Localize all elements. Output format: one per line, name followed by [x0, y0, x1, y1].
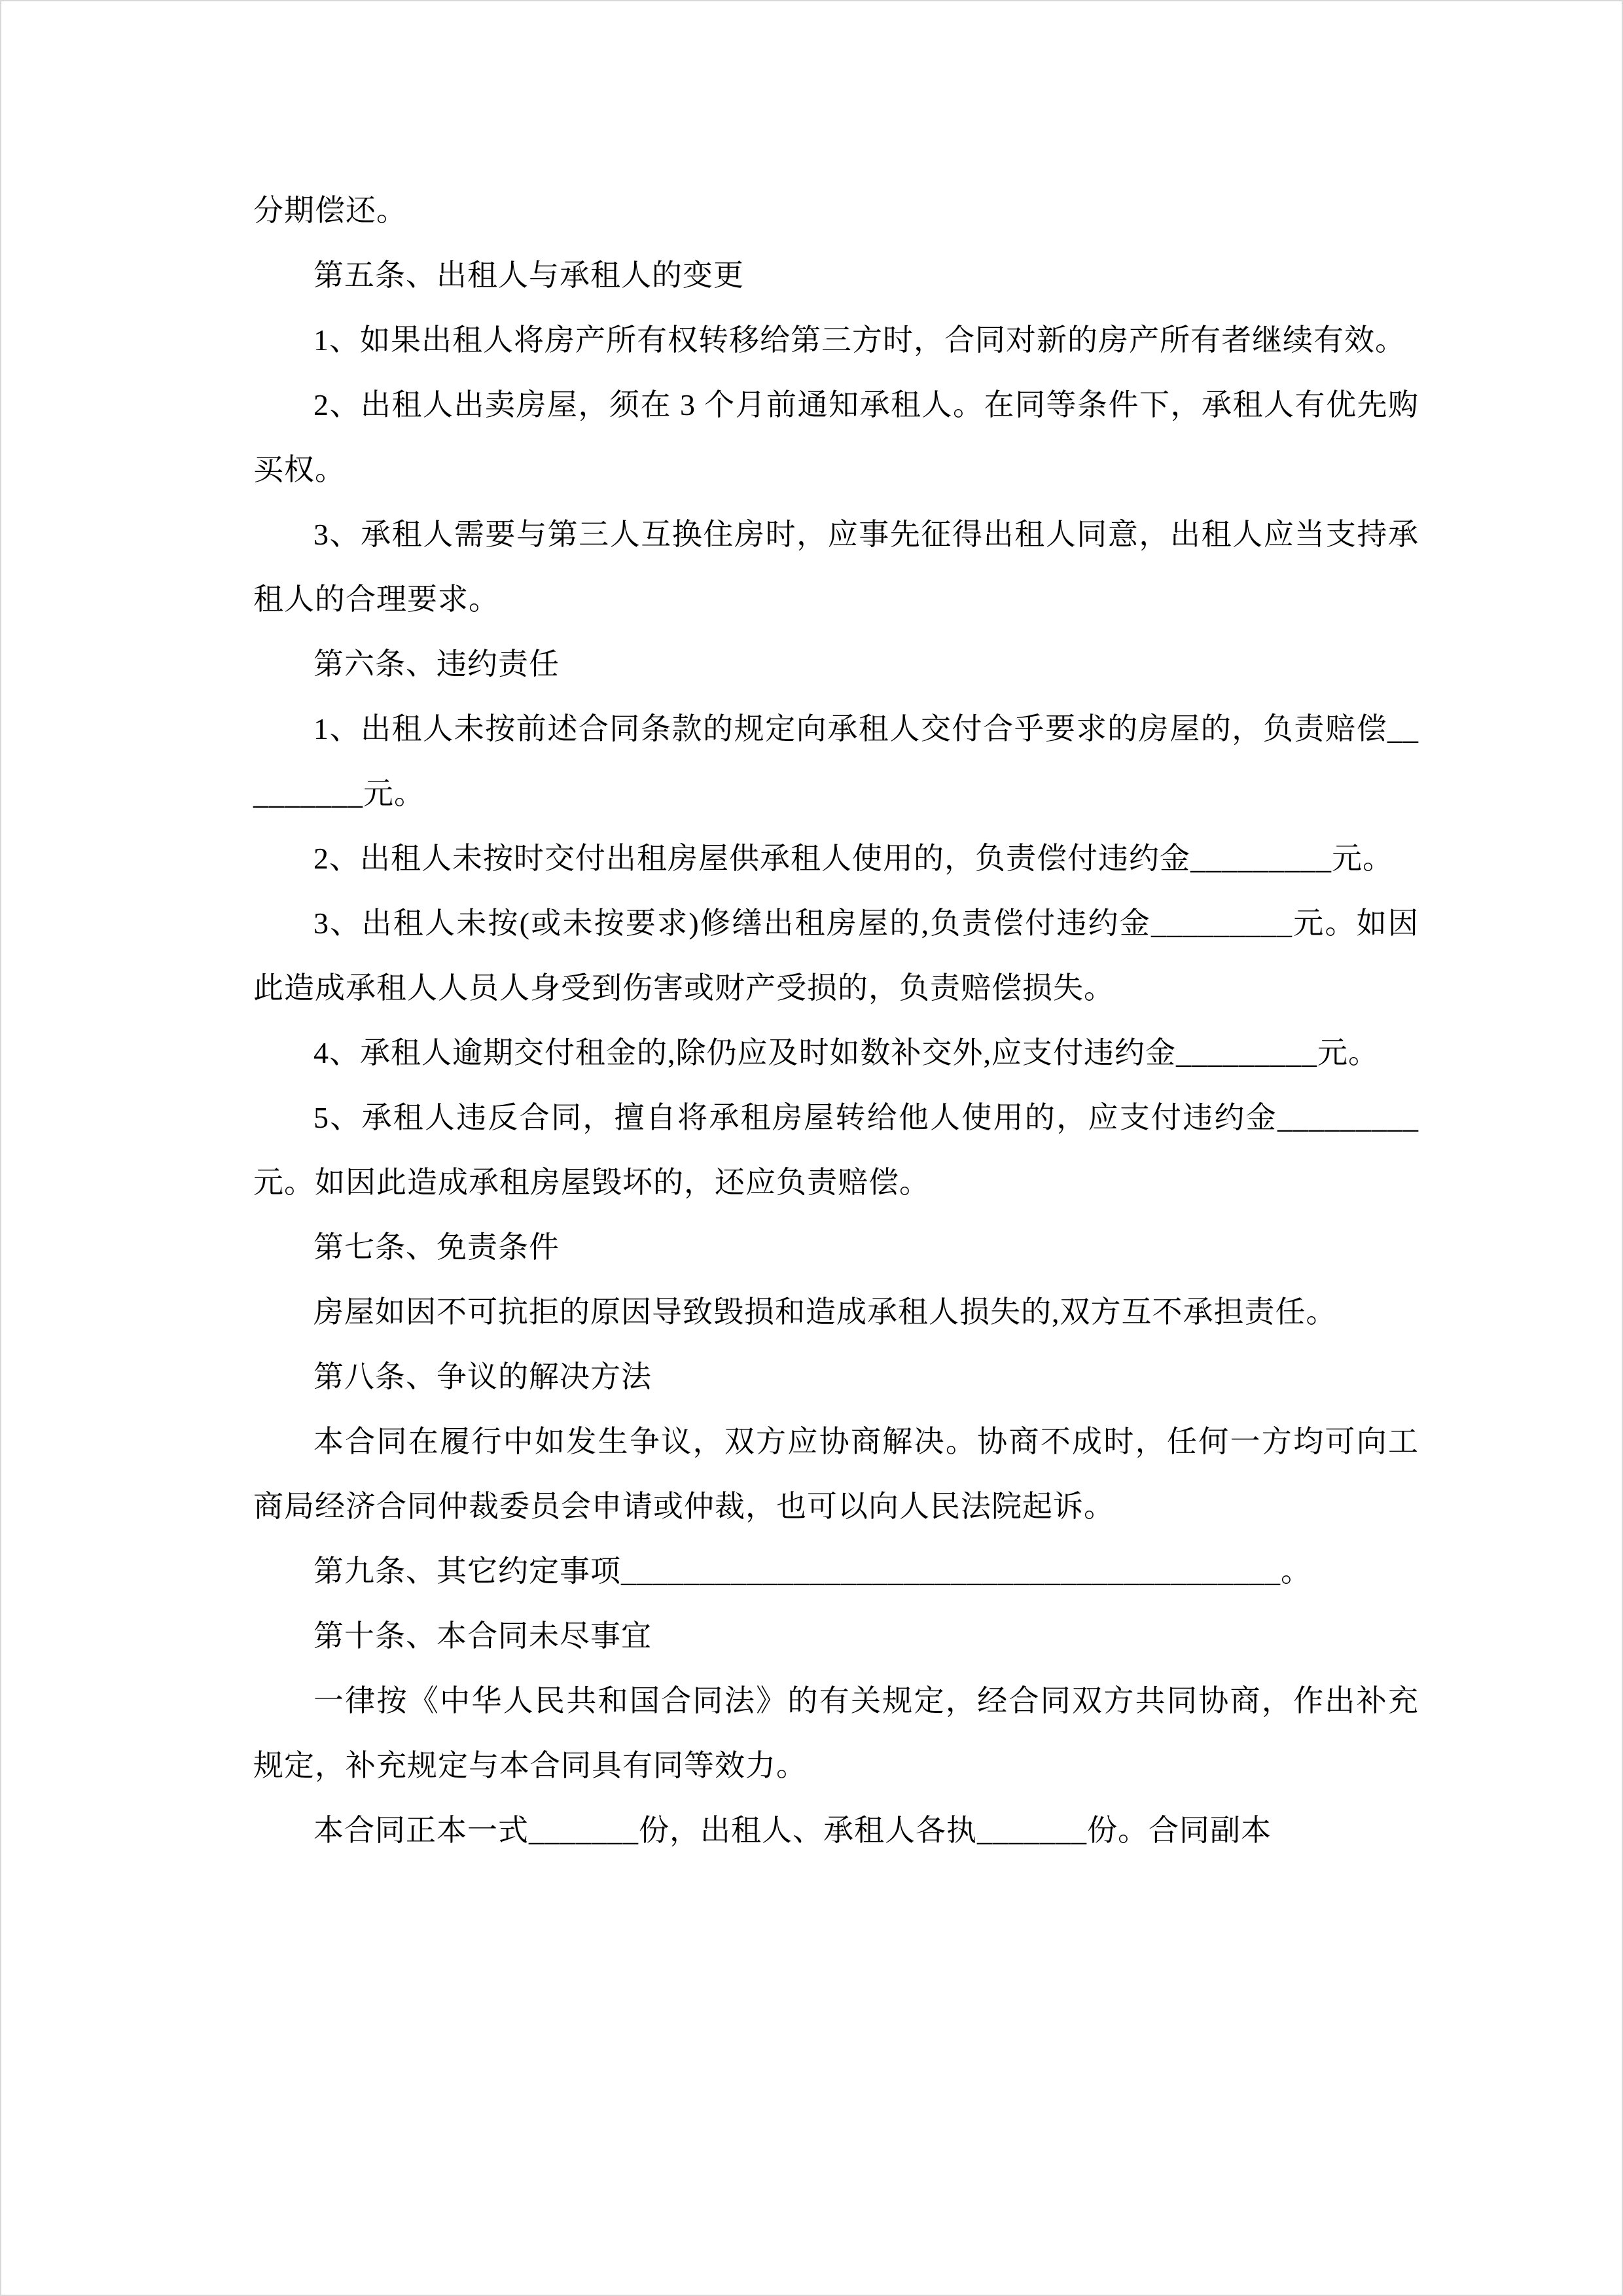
paragraph: 第五条、出租人与承租人的变更	[313, 259, 744, 292]
paragraph: 第七条、免责条件	[313, 1230, 560, 1264]
paragraph: 本合同在履行中如发生争议，双方应协商解决。协商不成时，任何一方均可向工商局经济合同仲裁委员会申请或仲裁，也可以向人民法院起诉。	[253, 1425, 1419, 1523]
paragraph: 第六条、违约责任	[313, 647, 560, 681]
paragraph: 2、出租人出卖房屋，须在 3 个月前通知承租人。在同等条件下，承租人有优先购买权。	[253, 388, 1419, 486]
paragraph: 1、出租人未按前述合同条款的规定向承租人交付合乎要求的房屋的，负责赔偿_________元。	[253, 712, 1419, 810]
paragraph: 1、如果出租人将房产所有权转移给第三方时，合同对新的房产所有者继续有效。	[313, 323, 1406, 357]
paragraph: 2、出租人未按时交付出租房屋供承租人使用的，负责偿付违约金_________元。	[313, 842, 1393, 875]
paragraph: 第八条、争议的解决方法	[313, 1360, 652, 1393]
paragraph: 3、承租人需要与第三人互换住房时，应事先征得出租人同意，出租人应当支持承租人的合理要求。	[253, 518, 1419, 616]
paragraph: 第十条、本合同未尽事宜	[313, 1619, 652, 1653]
paragraph: 3、出租人未按(或未按要求)修缮出租房屋的,负责偿付违约金_________元。如因此造成承租人人员人身受到伤害或财产受损的，负责赔偿损失。	[253, 906, 1419, 1005]
contract-body	[253, 178, 1419, 1863]
paragraph: 本合同正本一式_______份，出租人、承租人各执_______份。合同副本	[313, 1814, 1272, 1847]
paragraph: 第九条、其它约定事项__________________________________________。	[313, 1554, 1311, 1588]
paragraph: 房屋如因不可抗拒的原因导致毁损和造成承租人损失的,双方互不承担责任。	[313, 1295, 1337, 1329]
paragraph: 分期偿还。	[253, 194, 407, 227]
paragraph: 一律按《中华人民共和国合同法》的有关规定，经合同双方共同协商，作出补充规定，补充规定与本合同具有同等效力。	[253, 1684, 1419, 1782]
paragraph: 4、承租人逾期交付租金的,除仍应及时如数补交外,应支付违约金_________元。	[313, 1036, 1379, 1069]
paragraph: 5、承租人违反合同，擅自将承租房屋转给他人使用的，应支付违约金_________元。如因此造成承租房屋毁坏的，还应负责赔偿。	[253, 1101, 1419, 1199]
